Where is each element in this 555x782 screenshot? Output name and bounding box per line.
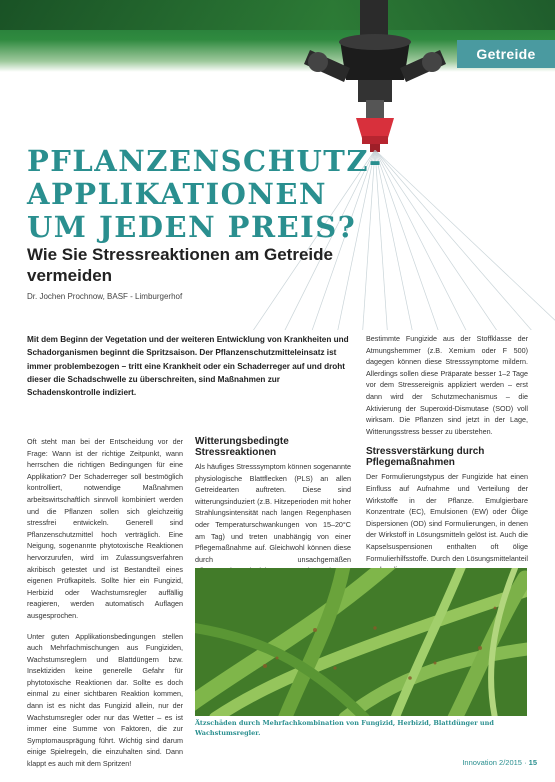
paragraph: Bestimmte Fungizide aus der Stoffklasse der Atmungshemmer (z.B. Xemium oder F 500) dagegen können diese Stresssymptome mildern. Allerdings sollen diese Präparate besser 1–2 Tage vor dem Stressereignis appliziert werden – erst dann wird der Schutzmechanismus – die Aktivierung der Superoxid-Dismutase (SOD) voll wirksam. Die Pflanzen sind jetzt in der Lage, Witterungsstress besser zu überstehen. bbox=[366, 334, 528, 436]
leaf-damage-image bbox=[195, 568, 527, 716]
article-headline: PFLANZENSCHUTZ-APPLIKATIONEN UM JEDEN PREIS? bbox=[27, 144, 383, 244]
photo-caption: Ätzschäden durch Mehrfachkombination von Fungizid, Herbizid, Blattdünger und Wachstumsregler. bbox=[195, 719, 494, 737]
page-number: 15 bbox=[528, 758, 537, 767]
section-heading: Stressverstärkung durch Pflegemaßnahmen bbox=[366, 446, 485, 469]
hero-image bbox=[0, 0, 555, 330]
author-line: Dr. Jochen Prochnow, BASF - Limburgerhof bbox=[27, 292, 183, 301]
page-footer bbox=[462, 758, 537, 767]
section-heading: Witterungsbedingte Stressreaktionen bbox=[195, 436, 289, 458]
column-right bbox=[366, 333, 528, 585]
column-left bbox=[27, 436, 183, 779]
issue-label: Innovation 2/2015 bbox=[462, 758, 522, 767]
column-middle bbox=[195, 436, 351, 586]
footer-separator: · bbox=[524, 758, 527, 767]
wheat-leaf-photo bbox=[195, 568, 527, 716]
paragraph: Der Formulierungstypus der Fungizide hat einen Einfluss auf Aufnahme und Verteilung der Wirkstoffe in der Pflanze. Emulgierbare Konzentrate (EC), Emulsionen (EW) oder Ölige Dispersionen (OD) sind Formulierungen, in denen der Wirkstoff in Lösungsmitteln gelöst ist. Auch die Kapselsuspensionen enthalten oft ölige Formulierhilfsstoffe. Durch den Lösungsmittelanteil bbox=[366, 472, 528, 563]
paragraph: Als häufiges Stresssymptom können sogenannte physiologische Blattflecken (PLS) an allen Getreidearten auftreten. Diese sind witterungsinduziert (z.B. Hitzeperioden mit hoher Strahlungsintensität nach langen Regenphasen oder Temperaturschwankungen von 15–20°C am Tag) und treten unabhängig von einer Pflegemaßnahme auf. Gleichwohl können diese durch unsachgemäßen bbox=[195, 462, 351, 564]
section-tag: Getreide bbox=[457, 40, 555, 68]
paragraph: Oft steht man bei der Entscheidung vor der Frage: Wann ist der richtige Zeitpunkt, wann herrschen die richtigen Bedingungen für eine Applikation? Der Schaderreger soll bestmöglich kontrolliert, notwendige Maßnahmen arbeitswirtschaftlich sinnvoll kombiniert werden und die Pflanzen sollen sich gleichzeitig stressfrei entwickeln. Generell sind Pflanzenschutzmittel hoch verträglich. Eine Neigung, sogenannte phytotoxische Reaktionen hervorzurufen, wird im Zulassungsverfahren akribisch getestet und ist Bestandteil eines eigenen Prüfkapitels. Sollte hier ein Fungizid, Herbizid oder Wachstumsregler auffällig reagieren, werden automatisch Auflagen ausgesprochen. bbox=[27, 437, 183, 620]
article-subtitle: Wie Sie Stressreaktionen am Getreide vermeiden bbox=[27, 245, 333, 285]
paragraph: Unter guten Applikationsbedingungen stellen auch Mehrfachmischungen aus Fungiziden, Wachstumsreglern und Blattdüngern bzw. Insektiziden keine generelle Gefahr für phytotoxische Reaktionen dar. Sollte es doch einmal zu einer sichtbaren Reaktion kommen, dann ist es nicht das Fungizid allein, nur der Wachstumsregler oder nur das Wetter – es ist immer eine Summe von Faktoren, die zur Symptomausprägung führt. Wichtig sind darum einige Spielregeln, die einzuhalten sind. Dann klappt es auch mit dem Spritzen! bbox=[27, 631, 183, 769]
lead-paragraph: Mit dem Beginn der Vegetation und der weiteren Entwicklung von Krankheiten und Schadorganismen beginnt die Spritzsaison. Der Pflanzenschutzmitteleinsatz ist immer problembezogen – tritt eine Krankheit oder ein Schaderreger auf und droht dieser die Schadschwelle zu überschreiten, sind Maßnahmen zur Schadenskontrolle indiziert. bbox=[27, 335, 349, 398]
